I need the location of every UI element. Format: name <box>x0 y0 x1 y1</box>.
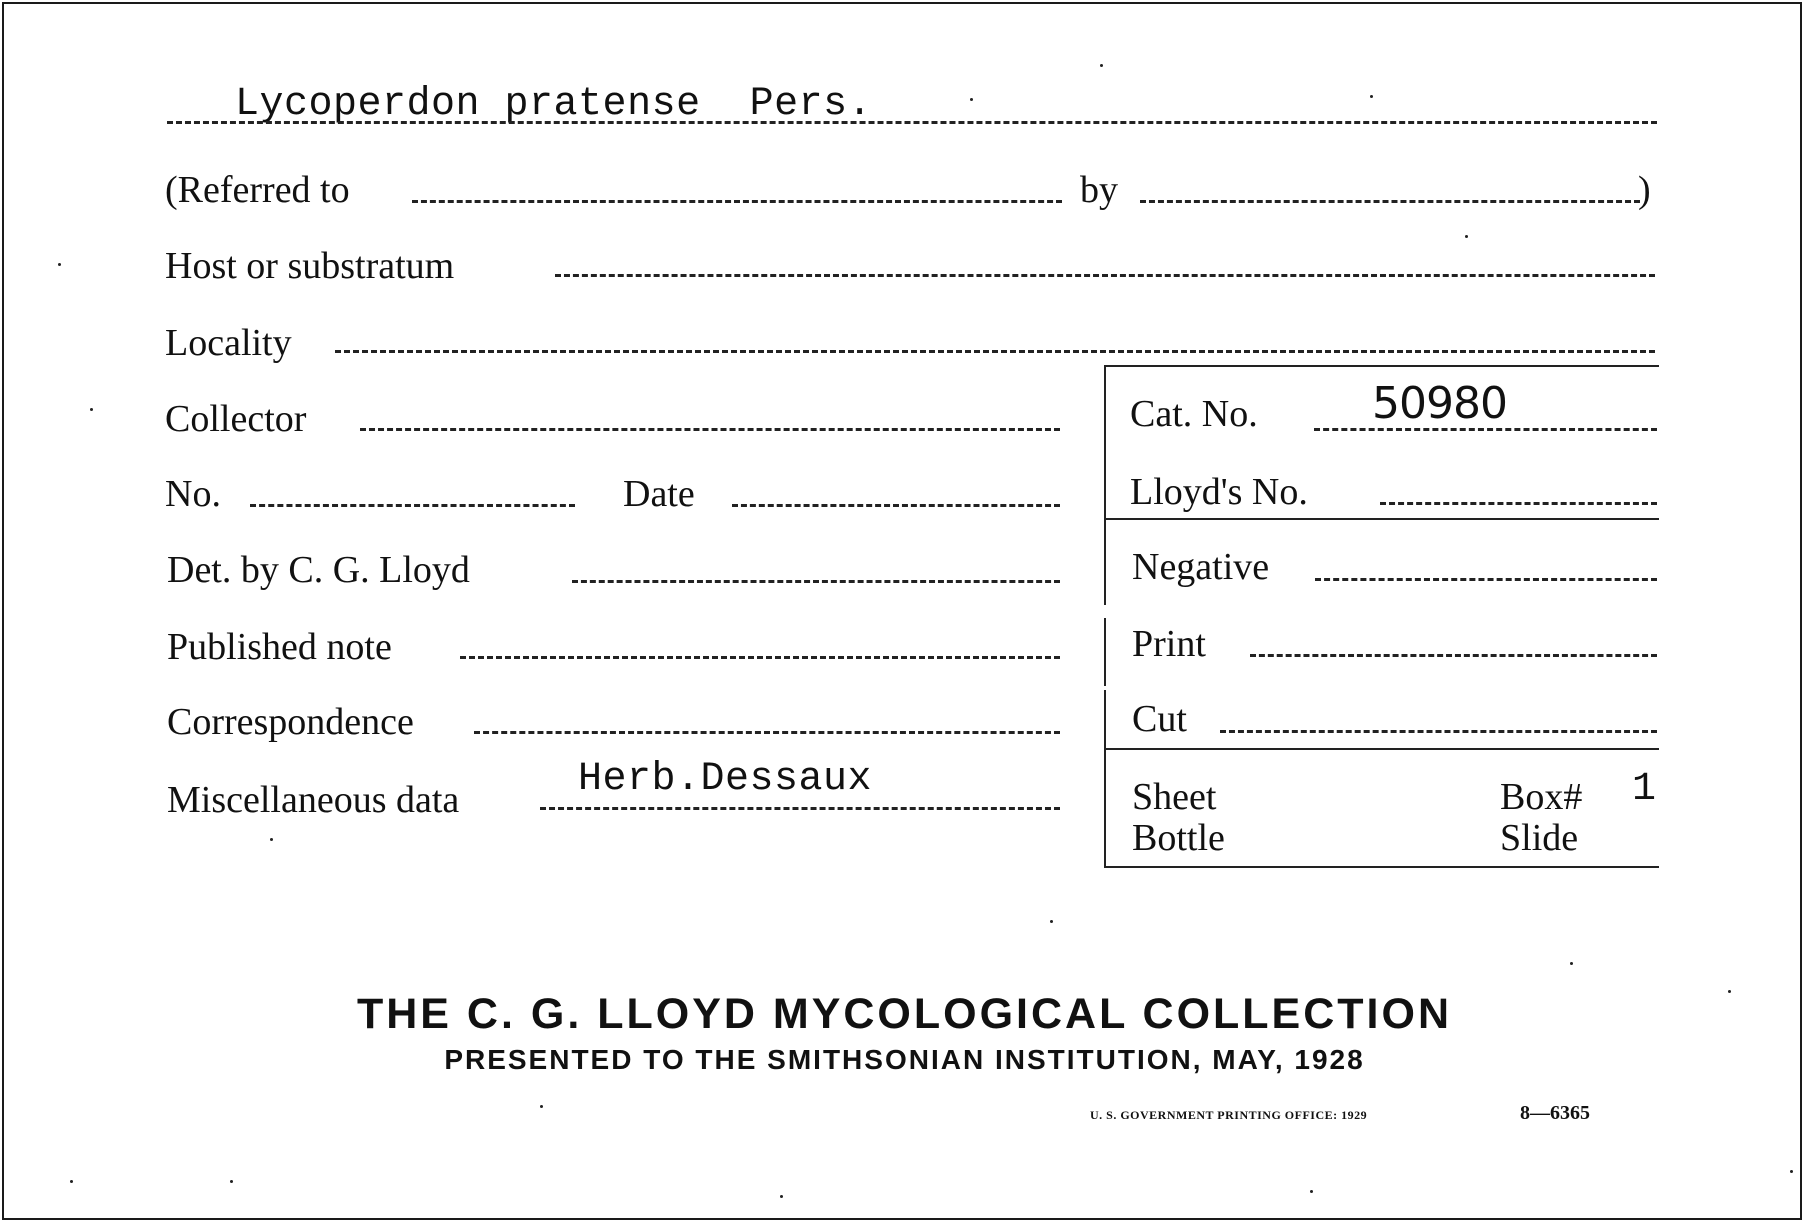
by-line <box>1140 200 1640 203</box>
collector-label: Collector <box>165 398 307 440</box>
right-box-mid-rule <box>1104 518 1659 520</box>
scan-speck <box>1100 64 1103 67</box>
scan-speck <box>1370 95 1373 98</box>
scan-speck <box>1050 920 1053 923</box>
cat-no-label: Cat. No. <box>1130 393 1258 435</box>
slide-label: Slide <box>1500 817 1579 859</box>
referred-to-label: (Referred to <box>165 169 350 211</box>
collector-line <box>360 428 1060 431</box>
collection-subtitle: PRESENTED TO THE SMITHSONIAN INSTITUTION, MAY, 1928 <box>444 1044 1365 1075</box>
scan-speck <box>58 263 61 266</box>
cat-no-value: 50980 <box>1372 378 1507 429</box>
printer-imprint: U. S. GOVERNMENT PRINTING OFFICE: 1929 <box>1090 1108 1368 1122</box>
sheet-label: Sheet <box>1132 776 1217 818</box>
right-box-left-rule-1 <box>1104 365 1106 605</box>
right-box-bottom-rule <box>1104 866 1659 868</box>
det-by-line <box>572 580 1060 583</box>
host-line <box>555 274 1655 277</box>
published-note-line <box>460 656 1060 659</box>
box-label: Box# <box>1500 776 1583 818</box>
scan-speck <box>1790 1170 1793 1173</box>
scan-speck <box>540 1105 543 1108</box>
no-line <box>250 504 575 507</box>
misc-data-label: Miscellaneous data <box>167 779 460 821</box>
right-box-lower-rule <box>1104 748 1659 750</box>
close-paren: ) <box>1638 169 1651 211</box>
correspondence-line <box>474 731 1060 734</box>
date-label: Date <box>623 473 695 515</box>
right-box-left-rule-3 <box>1104 690 1106 868</box>
species-line <box>167 121 1657 124</box>
box-value: 1 <box>1632 767 1657 812</box>
collection-title: THE C. G. LLOYD MYCOLOGICAL COLLECTION <box>356 990 1453 1038</box>
right-box-top-rule <box>1104 365 1659 367</box>
lloyds-no-line <box>1380 502 1657 505</box>
negative-label: Negative <box>1132 546 1270 588</box>
misc-data-line <box>540 807 1060 810</box>
print-label: Print <box>1132 623 1206 665</box>
date-line <box>732 504 1060 507</box>
cut-line <box>1220 730 1657 733</box>
misc-data-value: Herb.Dessaux <box>578 757 873 802</box>
scan-speck <box>1728 990 1731 993</box>
scan-speck <box>230 1180 233 1183</box>
right-box-left-rule-2 <box>1104 618 1106 686</box>
scan-speck <box>90 408 93 411</box>
no-label: No. <box>165 473 221 515</box>
bottle-label: Bottle <box>1132 817 1225 859</box>
print-line <box>1250 654 1657 657</box>
cut-label: Cut <box>1132 698 1187 740</box>
form-number: 8—6365 <box>1520 1102 1590 1124</box>
scan-speck <box>70 1180 73 1183</box>
scan-speck <box>1465 235 1468 238</box>
species-name: Lycoperdon pratense Pers. <box>235 82 873 127</box>
lloyds-no-label: Lloyd's No. <box>1130 471 1308 513</box>
scan-speck <box>270 838 273 841</box>
referred-to-line <box>412 200 1062 203</box>
host-label: Host or substratum <box>165 245 455 287</box>
scan-speck <box>1570 962 1573 965</box>
by-label: by <box>1080 169 1118 211</box>
correspondence-label: Correspondence <box>167 701 414 743</box>
det-by-label: Det. by C. G. Lloyd <box>167 549 470 591</box>
published-note-label: Published note <box>167 626 392 668</box>
locality-line <box>335 350 1655 353</box>
scan-speck <box>970 98 973 101</box>
cat-no-line <box>1314 428 1657 431</box>
scan-speck <box>780 1195 783 1198</box>
negative-line <box>1315 578 1657 581</box>
scan-speck <box>1310 1190 1313 1193</box>
locality-label: Locality <box>165 322 292 364</box>
